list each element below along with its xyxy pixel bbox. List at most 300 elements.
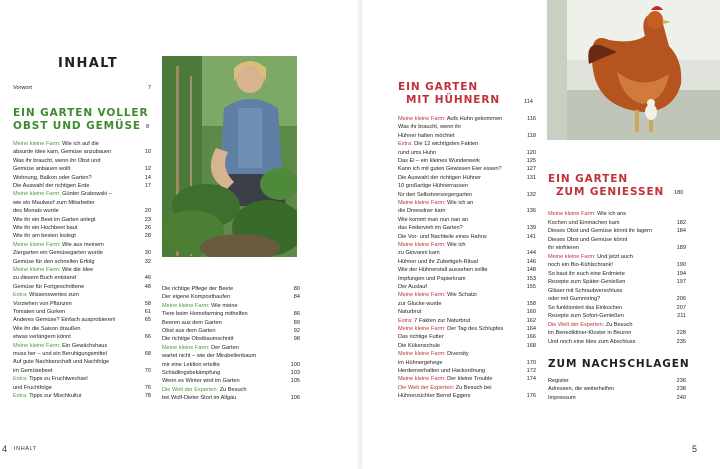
toc-entry-page: 240 bbox=[676, 394, 686, 401]
toc-entry-page: 103 bbox=[290, 370, 300, 376]
toc-entry-page: 168 bbox=[526, 342, 536, 349]
toc-entry-title bbox=[548, 220, 620, 227]
toc-entry-page: 98 bbox=[293, 336, 300, 343]
toc-entry-text: Was ihr braucht, wenn ihr bbox=[398, 124, 462, 131]
toc-entry-highlight: Die Welt der Experten: bbox=[162, 386, 219, 393]
folio-number-left: 4 bbox=[2, 444, 8, 454]
toc-entry-title bbox=[548, 237, 627, 244]
toc-entry-text: im Benediktiner-Kloster in Beuron bbox=[548, 330, 632, 336]
toc-entry-title bbox=[13, 376, 88, 383]
toc-entry-title bbox=[398, 326, 503, 333]
toc-entry-text: Impressum bbox=[548, 394, 576, 401]
toc-entry-page: 146 bbox=[526, 258, 536, 265]
toc-entry-text: Beeren aus dem Garten bbox=[162, 319, 222, 326]
toc-entry-title bbox=[162, 362, 220, 369]
toc-entry-page: 106 bbox=[290, 395, 300, 402]
toc-entry-title bbox=[398, 200, 473, 207]
toc-entry-page: 70 bbox=[144, 367, 151, 374]
toc-entry-text: zu Giovanni kam bbox=[398, 250, 440, 257]
toc-entry-highlight: Meine kleine Farm: bbox=[398, 116, 446, 122]
section-title-line: EIN GARTEN VOLLER bbox=[13, 107, 149, 119]
toc-entry-text: Wie ich auf die bbox=[60, 141, 99, 147]
toc-entry-text: Und jetzt auch bbox=[595, 253, 633, 260]
toc-entry-title bbox=[398, 393, 470, 400]
toc-entry-title bbox=[13, 233, 76, 240]
toc-entry-page: 189 bbox=[676, 245, 686, 251]
folio-label: INHALT bbox=[14, 446, 37, 452]
toc-entry-title bbox=[13, 158, 100, 165]
toc-entry-text: Wie ihr ein Beet im Garten anlegt bbox=[13, 216, 96, 223]
toc-entry-title bbox=[548, 378, 569, 385]
toc-entry-page: 235 bbox=[676, 338, 686, 345]
toc-entry-text: Was ihr braucht, wenn ihr Obst und bbox=[13, 157, 101, 164]
toc-entry-title bbox=[13, 275, 76, 282]
toc-entry-text: Tipps zu Fruchtwechsel bbox=[27, 376, 88, 383]
toc-entry-title bbox=[13, 368, 52, 375]
toc-entry-text: Register bbox=[548, 378, 569, 384]
toc-entry-title bbox=[13, 334, 71, 341]
toc-entry-page: 236 bbox=[676, 378, 686, 384]
toc-entry-text: die Dreesdner kam bbox=[398, 208, 446, 215]
section-title-line: OBST UND GEMÜSE bbox=[13, 120, 141, 132]
toc-entry-title bbox=[398, 192, 472, 199]
section-title-line: EIN GARTEN bbox=[398, 81, 479, 93]
toc-entry-page: 207 bbox=[676, 304, 686, 311]
toc-entry-text: Rezepte zum Sofort-Genießen bbox=[548, 313, 624, 319]
toc-entry-page: 116 bbox=[527, 116, 536, 122]
toc-entry-text: Kann ich mit guten Gewissen Eier essen? bbox=[398, 166, 502, 173]
toc-entry-page: 131 bbox=[526, 174, 536, 181]
toc-entry-highlight: Extra: bbox=[398, 141, 413, 148]
toc-entry-title bbox=[13, 175, 92, 182]
toc-entry-text: im Hühnergehege bbox=[398, 359, 443, 366]
toc-entry-text: Zu Besuch bei bbox=[454, 384, 492, 391]
toc-entry-title bbox=[548, 386, 614, 393]
toc-entry-title bbox=[548, 211, 626, 218]
toc-entry-text: Vorwort bbox=[13, 85, 32, 91]
toc-entry-title bbox=[13, 217, 95, 224]
toc-entry-title bbox=[13, 242, 104, 249]
toc-entry-title bbox=[398, 351, 469, 358]
toc-entry-title bbox=[13, 393, 82, 400]
toc-entry-page: 118 bbox=[527, 132, 536, 139]
toc-entry-title bbox=[162, 387, 246, 394]
toc-entry-page: 20 bbox=[144, 208, 151, 215]
section-page-number: 180 bbox=[674, 190, 684, 196]
toc-entry-title bbox=[398, 267, 488, 274]
toc-entry-page: 105 bbox=[290, 378, 300, 385]
toc-entry-text: Kochen und Einmachen kam bbox=[548, 219, 620, 226]
toc-entry-text: Wenn es Winter wird im Garten bbox=[162, 378, 240, 385]
toc-entry-page: 182 bbox=[676, 219, 686, 226]
toc-entry-title bbox=[548, 254, 633, 261]
toc-entry-title bbox=[398, 175, 481, 182]
folio-number-right: 5 bbox=[692, 444, 698, 454]
toc-entry-text: Das richtige Futter bbox=[398, 334, 444, 341]
toc-entry-highlight: Meine kleine Farm: bbox=[398, 376, 446, 383]
toc-entry-highlight: Meine kleine Farm: bbox=[398, 200, 446, 206]
toc-entry-highlight: Extra: bbox=[13, 393, 28, 399]
toc-entry-text: Diversity bbox=[445, 351, 469, 358]
toc-entry-text: Gläser mit Schraubverschluss bbox=[548, 287, 623, 294]
toc-entry-page: 46 bbox=[144, 275, 151, 282]
toc-entry-page: 125 bbox=[526, 158, 536, 164]
toc-entry-text: Die Auswahl der richtigen Erde bbox=[13, 183, 90, 189]
toc-entry-page: 84 bbox=[293, 294, 300, 301]
toc-entry-text: das Federvieh im Garten? bbox=[398, 225, 463, 232]
toc-entry-text: Wie ich bbox=[445, 242, 466, 248]
toc-entry-text: Zu Besuch bbox=[604, 321, 633, 328]
toc-entry-text: Wie aus meinem bbox=[60, 241, 104, 248]
toc-entry-page: 100 bbox=[290, 361, 300, 368]
toc-entry-title bbox=[398, 124, 461, 131]
toc-entry-text: Wie meine bbox=[209, 302, 238, 309]
toc-entry-text: Wie ihr die Saison draußen bbox=[13, 325, 81, 332]
toc-entry-highlight: Meine kleine Farm: bbox=[548, 211, 596, 217]
toc-entry-text: So baut ihr euch eine Erdmiete bbox=[548, 270, 625, 277]
toc-entry-highlight: Meine kleine Farm: bbox=[398, 326, 446, 332]
toc-entry-highlight: Meine kleine Farm: bbox=[162, 302, 210, 309]
toc-entry-title bbox=[548, 305, 622, 312]
toc-entry-title bbox=[398, 242, 465, 249]
toc-entry-text: Auf gute Nachbarschaft und Nachfolge bbox=[13, 359, 110, 366]
toc-entry-text: Der eigene Komposthaufen bbox=[162, 294, 231, 301]
toc-entry-title bbox=[548, 228, 652, 235]
toc-entry-text: Gemüse anbauen wollt bbox=[13, 166, 71, 173]
toc-entry-title bbox=[13, 284, 84, 291]
toc-entry-page: 141 bbox=[526, 233, 536, 240]
toc-entry-page: 164 bbox=[526, 326, 536, 332]
toc-entry-page: 228 bbox=[676, 330, 686, 336]
toc-entry-page: 136 bbox=[526, 208, 536, 215]
toc-entry-text: Die richtige Obstbaumschnitt bbox=[162, 336, 234, 343]
section-title-line: MIT HÜHNERN bbox=[406, 94, 501, 106]
toc-entry-title bbox=[13, 225, 77, 232]
toc-entry-text: und Fruchtfolge bbox=[13, 384, 52, 391]
toc-entry-page: 153 bbox=[526, 275, 536, 282]
toc-entry-title bbox=[162, 336, 234, 343]
toc-entry-title bbox=[13, 385, 52, 392]
toc-entry-title bbox=[398, 250, 440, 257]
left-page bbox=[0, 0, 358, 469]
page-heading: INHALT bbox=[58, 56, 119, 71]
toc-entry-text: wie ein Maulwurf zum Mitarbeiter bbox=[13, 199, 95, 206]
toc-entry-title bbox=[13, 267, 93, 274]
toc-entry-title bbox=[398, 276, 465, 283]
toc-entry-page: 7 bbox=[147, 85, 151, 91]
toc-entry-title bbox=[162, 395, 236, 402]
toc-entry-page: 120 bbox=[526, 149, 536, 156]
section-title-huehner bbox=[398, 81, 500, 107]
toc-entry-text: Naturbrut bbox=[398, 309, 422, 316]
toc-entry-title bbox=[548, 262, 613, 269]
toc-entry-text: Rezepte zum Später-Genießen bbox=[548, 279, 626, 285]
toc-entry-page: 238 bbox=[676, 386, 686, 393]
toc-entry-highlight: Meine kleine Farm: bbox=[398, 242, 446, 248]
toc-entry-page: 80 bbox=[293, 286, 300, 292]
toc-entry-text: Tipps zur Mischkultur bbox=[27, 393, 82, 399]
toc-entry-title bbox=[398, 217, 468, 224]
section-page-number: 8 bbox=[146, 124, 150, 130]
toc-entry-text: Hühner und ihr Zubettgeh-Ritual bbox=[398, 258, 478, 265]
toc-entry-text: Die Auswahl der richtigen Hühner bbox=[398, 174, 482, 181]
toc-entry-highlight: Meine kleine Farm: bbox=[13, 241, 61, 248]
toc-entry-title bbox=[398, 133, 455, 140]
toc-entry-title bbox=[398, 318, 470, 325]
section-title-line: EIN GARTEN bbox=[548, 173, 629, 185]
toc-entry-title bbox=[398, 292, 477, 299]
toc-entry-page: 155 bbox=[526, 284, 536, 290]
toc-entry-page: 170 bbox=[526, 359, 536, 366]
toc-entry-page: 158 bbox=[526, 300, 536, 307]
toc-entry-page: 30 bbox=[144, 250, 151, 257]
toc-entry-highlight: Extra: bbox=[13, 376, 28, 383]
toc-entry-page: 89 bbox=[293, 319, 300, 326]
toc-entry-page: 206 bbox=[676, 296, 686, 302]
toc-entry-text: absurde Idee kam, Gemüse anzubauen bbox=[13, 149, 112, 156]
toc-entry-text: Ziergarten ein Gemüsegarten wurde bbox=[13, 250, 103, 257]
toc-entry-highlight: Meine kleine Farm: bbox=[548, 253, 596, 260]
toc-entry-page: 10 bbox=[144, 149, 151, 156]
section-title-obst-gemuese bbox=[13, 107, 148, 133]
toc-entry-title bbox=[398, 259, 478, 266]
toc-entry-highlight: Meine kleine Farm: bbox=[13, 191, 61, 198]
toc-entry-title bbox=[162, 378, 240, 385]
toc-entry-title bbox=[13, 191, 112, 198]
toc-entry-text: wartet nicht – wie der Mirabellenbaum bbox=[162, 353, 257, 360]
toc-entry-title bbox=[162, 303, 238, 310]
toc-entry-page: 86 bbox=[293, 311, 300, 318]
toc-entry-title bbox=[162, 353, 256, 360]
toc-entry-page: 194 bbox=[676, 270, 686, 277]
toc-entry-title bbox=[398, 158, 480, 165]
toc-entry-page: 184 bbox=[676, 228, 686, 234]
toc-entry-title bbox=[13, 292, 79, 299]
toc-entry-text: Dieses Obst und Gemüse könnt ihr lagern bbox=[548, 228, 653, 234]
toc-entry-page: 48 bbox=[144, 283, 151, 290]
toc-entry-text: etwas verlängern könnt bbox=[13, 334, 71, 341]
toc-entry-page: 127 bbox=[526, 166, 536, 173]
toc-entry-page: 162 bbox=[526, 317, 536, 324]
toc-entry-title bbox=[13, 149, 111, 156]
toc-entry-highlight: Extra: bbox=[13, 292, 28, 299]
toc-entry-text: Wie ihr ein Hochbeet baut bbox=[13, 225, 78, 231]
toc-entry-title bbox=[13, 259, 94, 266]
toc-entry-text: für den Selbstversorgergarten bbox=[398, 191, 473, 198]
toc-entry-title bbox=[548, 296, 600, 303]
toc-entry-title bbox=[398, 334, 444, 341]
toc-entry-title bbox=[548, 313, 624, 320]
toc-entry-text: Vorziehen von Pflanzen bbox=[13, 300, 72, 307]
toc-entry-text: Wie die Idee bbox=[60, 267, 94, 273]
toc-entry-text: muss her – und ein Beruhigungsmittel bbox=[13, 351, 107, 357]
toc-entry-page: 66 bbox=[144, 334, 151, 341]
toc-entry-page: 26 bbox=[144, 225, 151, 231]
toc-entry-page: 166 bbox=[526, 334, 536, 341]
toc-entry-title bbox=[398, 385, 492, 392]
toc-entry-title bbox=[398, 141, 478, 148]
toc-entry-page: 190 bbox=[676, 262, 686, 268]
toc-entry-text: Der Garten bbox=[209, 344, 239, 351]
toc-entry-text: Wissenswertes zum bbox=[27, 292, 79, 299]
toc-entry-text: ihr einfrieren bbox=[548, 245, 580, 251]
toc-entry-title bbox=[398, 284, 427, 291]
toc-entry-title bbox=[13, 250, 103, 257]
toc-entry-highlight: Extra: bbox=[398, 317, 413, 324]
toc-entry-text: Schädlingsbekämpfung bbox=[162, 370, 221, 376]
toc-entry-title bbox=[548, 330, 631, 337]
toc-entry-highlight: Meine kleine Farm: bbox=[13, 267, 61, 273]
gardener-photo-image bbox=[162, 56, 297, 257]
toc-entry-page: 174 bbox=[526, 376, 536, 383]
toc-entry-page: 76 bbox=[144, 384, 151, 391]
toc-entry-text: Tomaten und Gurken bbox=[13, 309, 66, 315]
toc-entry-title bbox=[548, 322, 632, 329]
toc-entry-page: 92 bbox=[293, 328, 300, 334]
toc-entry-title bbox=[548, 271, 625, 278]
toc-entry-title bbox=[13, 317, 116, 324]
toc-entry-title bbox=[398, 116, 502, 123]
toc-entry-title bbox=[398, 301, 442, 308]
toc-entry-page: 68 bbox=[144, 351, 151, 357]
toc-entry-title bbox=[398, 376, 493, 383]
toc-entry-title bbox=[398, 150, 436, 157]
toc-entry-text: Wie ich an bbox=[445, 200, 474, 206]
toc-entry-title bbox=[13, 309, 65, 316]
toc-entry-title bbox=[13, 85, 32, 92]
chicken-photo-image bbox=[547, 0, 720, 140]
toc-entry-title bbox=[13, 141, 99, 148]
toc-entry-text: Tiere beim Homefarming mithelfen bbox=[162, 311, 248, 318]
toc-entry-title bbox=[13, 183, 90, 190]
toc-entry-title bbox=[162, 294, 230, 301]
toc-entry-highlight: Meine kleine Farm: bbox=[398, 351, 446, 358]
toc-entry-text: rund ums Huhn bbox=[398, 149, 437, 156]
toc-entry-text: im Gemüsebeet bbox=[13, 367, 53, 374]
toc-entry-text: zur Glucke wurde bbox=[398, 300, 442, 307]
toc-entry-page: 65 bbox=[144, 317, 151, 324]
toc-entry-text: Impfungen und Papierkram bbox=[398, 275, 466, 282]
toc-entry-title bbox=[13, 301, 72, 308]
toc-entry-page: 78 bbox=[144, 393, 151, 399]
toc-entry-title bbox=[13, 359, 109, 366]
toc-entry-title bbox=[13, 208, 59, 215]
toc-entry-title bbox=[398, 183, 468, 190]
toc-entry-text: Anderes Gemüse? Einfach ausprobieren! bbox=[13, 317, 116, 324]
toc-entry-page: 144 bbox=[526, 250, 536, 257]
toc-entry-highlight: Die Welt der Experten: bbox=[398, 384, 455, 391]
toc-entry-text: 10 großartige Hühnerrassen bbox=[398, 183, 468, 190]
toc-entry-title bbox=[548, 288, 622, 295]
toc-entry-text: Obst aus dem Garten bbox=[162, 328, 216, 334]
toc-entry-text: Aufs Huhn gekommen bbox=[445, 116, 503, 122]
toc-entry-title bbox=[13, 166, 70, 173]
toc-entry-page: 148 bbox=[526, 267, 536, 274]
toc-entry-page: 211 bbox=[677, 313, 686, 319]
toc-entry-page: 176 bbox=[526, 393, 536, 400]
gardener-photo bbox=[162, 56, 297, 257]
toc-entry-text: bei Wolf-Dieter Storl im Allgäu bbox=[162, 395, 237, 402]
toc-entry-page: 17 bbox=[144, 183, 151, 189]
toc-entry-text: Das Ei – ein kleines Wunderwerk bbox=[398, 158, 480, 164]
toc-entry-title bbox=[398, 343, 440, 350]
section-page-number: 114 bbox=[524, 99, 533, 105]
toc-entry-page: 132 bbox=[526, 191, 536, 198]
toc-entry-title bbox=[13, 343, 107, 350]
toc-entry-title bbox=[398, 225, 463, 232]
toc-entry-text: Wie ich ans bbox=[595, 211, 627, 217]
toc-entry-page: 172 bbox=[526, 368, 536, 374]
toc-entry-title bbox=[13, 326, 80, 333]
toc-entry-text: Die Kükenschule bbox=[398, 342, 440, 349]
toc-entry-title bbox=[162, 320, 222, 327]
toc-entry-text: Hühner halten möchtet bbox=[398, 132, 455, 139]
toc-entry-text: Herdenverhalten und Hackordnung bbox=[398, 368, 486, 374]
toc-entry-text: Zu Besuch bbox=[218, 386, 247, 393]
toc-entry-text: Dieses Obst und Gemüse könnt bbox=[548, 236, 628, 243]
toc-entry-text: zu diesem Buch entstand bbox=[13, 275, 76, 282]
toc-entry-text: Wie kommt man nun nan an bbox=[398, 216, 468, 223]
toc-entry-title bbox=[398, 360, 442, 367]
toc-entry-highlight: Meine kleine Farm: bbox=[162, 344, 210, 351]
toc-entry-page: 61 bbox=[144, 309, 151, 315]
toc-entry-text: Die Vor- und Nachteile eines Hahns bbox=[398, 233, 487, 240]
toc-entry-text: Die richtige Pflege der Beete bbox=[162, 286, 234, 292]
toc-entry-title bbox=[398, 368, 485, 375]
toc-entry-title bbox=[162, 370, 220, 377]
toc-entry-title bbox=[13, 351, 107, 358]
toc-entry-title bbox=[398, 234, 487, 241]
toc-entry-title bbox=[398, 208, 445, 215]
toc-entry-text: Und noch eine Idee zum Abschluss bbox=[548, 338, 636, 345]
section-title-line: ZUM GENIESSEN bbox=[556, 186, 665, 198]
toc-entry-text: Ein Gewächshaus bbox=[60, 342, 108, 349]
toc-entry-title bbox=[548, 279, 625, 286]
toc-entry-highlight: Meine kleine Farm: bbox=[13, 342, 61, 349]
toc-entry-page: 14 bbox=[144, 174, 151, 181]
toc-entry-text: Gemüse für den schnellen Erfolg bbox=[13, 258, 95, 265]
toc-entry-text: oder mit Gummiring? bbox=[548, 296, 601, 302]
section-title-geniessen bbox=[548, 173, 664, 199]
toc-entry-page: 160 bbox=[526, 309, 536, 316]
toc-entry-highlight: Meine kleine Farm: bbox=[398, 292, 446, 299]
toc-entry-text: Die 12 wichtigsten Fakten bbox=[412, 141, 479, 148]
toc-entry-title bbox=[548, 339, 635, 346]
toc-entry-title bbox=[162, 345, 239, 352]
toc-entry-page: 23 bbox=[144, 216, 151, 223]
toc-entry-title bbox=[13, 200, 95, 207]
toc-entry-text: Adressen, die weiterhelfen bbox=[548, 386, 614, 393]
toc-entry-text: Wohnung, Balkon oder Garten? bbox=[13, 174, 92, 181]
toc-entry-title bbox=[162, 311, 248, 318]
chicken-photo bbox=[547, 0, 720, 140]
toc-entry-text: Wie ihr am besten loslegt bbox=[13, 233, 76, 240]
toc-entry-title bbox=[548, 395, 576, 402]
toc-entry-text: Der Auslauf bbox=[398, 284, 427, 290]
toc-entry-highlight: Meine kleine Farm: bbox=[13, 141, 61, 147]
toc-entry-text: Gemüse für Fortgeschrittene bbox=[13, 283, 85, 290]
toc-entry-text: mir eine Lektion erteilte bbox=[162, 361, 220, 368]
toc-entry-title bbox=[398, 309, 421, 316]
toc-entry-text: So funktioniert das Einkochen bbox=[548, 304, 623, 311]
toc-entry-text: 7 Fakten zur Naturbrut bbox=[412, 317, 471, 324]
toc-entry-page: 58 bbox=[144, 300, 151, 307]
toc-entry-page: 28 bbox=[144, 233, 151, 240]
toc-entry-page: 139 bbox=[526, 225, 536, 232]
toc-entry-text: Der Tag des Schlupfes bbox=[445, 326, 504, 332]
toc-entry-text: Wie Schatzi bbox=[445, 292, 477, 299]
toc-entry-title bbox=[162, 286, 233, 293]
